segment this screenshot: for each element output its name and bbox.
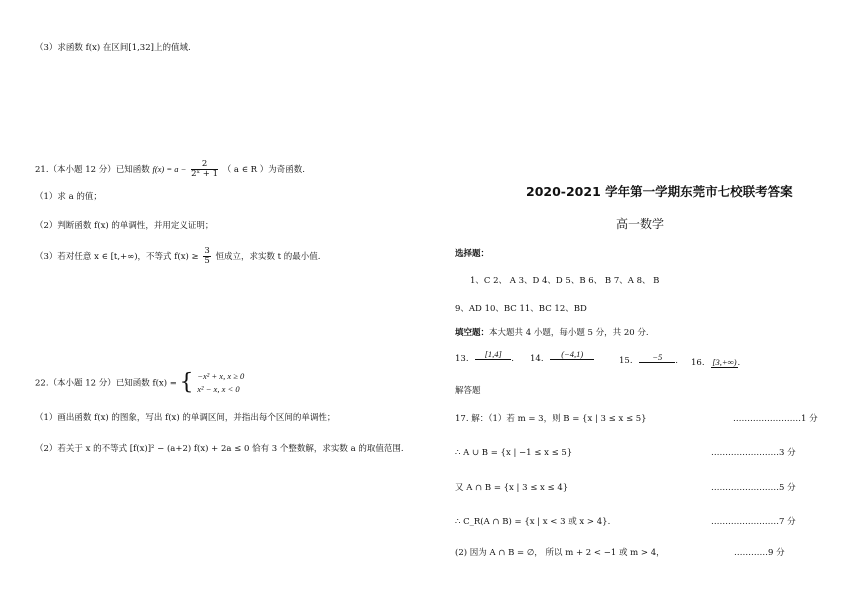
q21-part3-frac-num: 3 xyxy=(204,246,210,256)
fill-answer: [1,4] xyxy=(475,350,511,360)
answer-title: 2020-2021 学年第一学期东莞市七校联考答案 xyxy=(526,184,793,199)
solution-line-17-2: ∴ A ∪ B = {x | −1 ≤ x ≤ 5} xyxy=(455,448,573,458)
fill-answer: −5 xyxy=(639,353,675,363)
q22-case2: x² − x, x < 0 xyxy=(197,383,240,394)
score-mark: ……………………7 分 xyxy=(711,517,796,527)
score-mark: ……………………1 分 xyxy=(733,414,818,424)
fill-answer-16: 16. [3,+∞). xyxy=(691,357,741,368)
score-mark: …………9 分 xyxy=(734,548,785,558)
q21-frac-den: 2ˣ + 1 xyxy=(191,168,219,179)
q21-part1: （1）求 a 的值； xyxy=(35,192,102,202)
solution-line-17-4: ∴ C_R(A ∩ B) = {x | x < 3 或 x > 4}. xyxy=(455,517,611,527)
fill-answer-13: 13. [1,4] . xyxy=(455,349,514,364)
q21-stem xyxy=(35,160,305,179)
fill-answer: [3,+∞) xyxy=(712,357,737,367)
answer-subtitle: 高一数学 xyxy=(616,217,665,231)
q22-case1: −x² + x, x ≥ 0 xyxy=(197,371,245,381)
fill-answer-14 xyxy=(530,349,594,364)
q22-stem-prefix: 22.（本小题 12 分）已知函数 f(x) = xyxy=(35,378,177,389)
q21-part2: （2）判断函数 f(x) 的单调性，并用定义证明； xyxy=(35,221,214,231)
q22-brace: { xyxy=(179,369,194,395)
fill-label: 14. xyxy=(530,354,544,364)
fill-answer: (−4,1) xyxy=(550,350,594,360)
q21-frac-num: 2 xyxy=(191,160,218,170)
choice-row-1: 1、C 2、 A 3、D 4、D 5、B 6、 B 7、A 8、 B xyxy=(470,276,660,286)
q21-part3-suffix: 恒成立，求实数 t 的最小值. xyxy=(215,251,321,262)
q21-stem-suffix: （ a ∈ R ）为奇函数. xyxy=(222,164,305,175)
q21-part3 xyxy=(35,247,321,266)
q21-part3-prefix: （3）若对任意 x ∈ [t,+∞)，不等式 f(x) ≥ xyxy=(35,251,199,262)
q21-fraction xyxy=(191,160,218,179)
q21-stem-prefix: 21.（本小题 12 分）已知函数 xyxy=(35,164,150,175)
q22-part2: （2）若关于 x 的不等式 [f(x)]² − (a+2) f(x) + 2a ≤ 0 恰有 3 个整数解，求实数 a 的取值范围. xyxy=(35,444,404,454)
choice-row-2: 9、AD 10、BC 11、BC 12、BD xyxy=(455,304,587,314)
fill-heading: 填空题： xyxy=(455,328,490,338)
q22-part1: （1）画出函数 f(x) 的图象，写出 f(x) 的单调区间，并指出每个区间的单调性； xyxy=(35,413,336,423)
solution-line-17-3: 又 A ∩ B = {x | 3 ≤ x ≤ 4} xyxy=(455,483,569,493)
q21-part3-fraction xyxy=(203,247,210,266)
solve-heading: 解答题 xyxy=(455,386,481,396)
q21-func-lhs: f(x) = a − xyxy=(152,163,187,174)
solution-line-17-1: 17. 解：（1）若 m = 3，则 B = {x | 3 ≤ x ≤ 5} xyxy=(455,414,647,424)
fill-answer-15: 15. −5 . xyxy=(619,352,678,366)
fill-note: 本大题共 4 小题，每小题 5 分，共 20 分. xyxy=(489,328,649,338)
choice-heading: 选择题： xyxy=(455,249,490,259)
score-mark: ……………………3 分 xyxy=(711,448,796,458)
solution-line-17-5: (2) 因为 A ∩ B = ∅， 所以 m + 2 < −1 或 m > 4， xyxy=(455,548,665,558)
q22-cases xyxy=(197,370,244,396)
fill-label: 16. xyxy=(691,358,705,368)
q22-stem xyxy=(35,370,244,396)
fill-label: 13. xyxy=(455,354,469,364)
q20-part3: （3）求函数 f(x) 在区间[1,32]上的值域. xyxy=(35,43,191,53)
fill-label: 15. xyxy=(619,356,633,366)
score-mark: ……………………5 分 xyxy=(711,483,796,493)
fill-heading-line xyxy=(455,329,649,338)
q21-part3-frac-den: 5 xyxy=(204,255,210,266)
